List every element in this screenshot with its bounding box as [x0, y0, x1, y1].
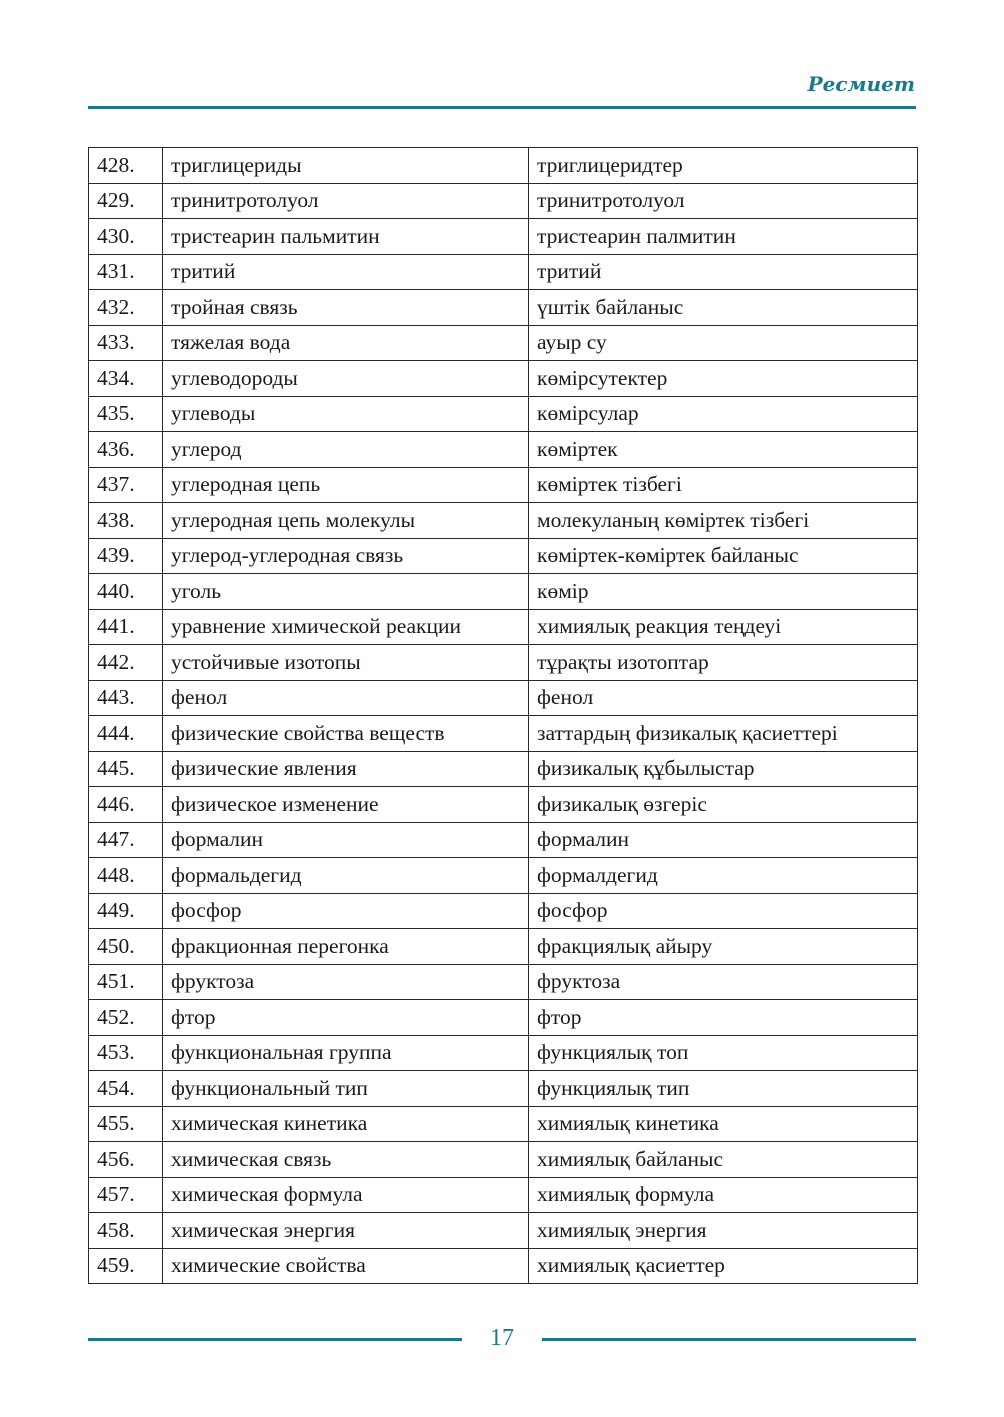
table-row — [89, 680, 918, 716]
table-row — [89, 148, 918, 184]
kazakh-term-cell: үштік байланыс — [529, 290, 918, 326]
kazakh-term-cell: химиялық кинетика — [529, 1106, 918, 1142]
row-number-cell: 442. — [89, 645, 163, 681]
russian-term-cell: углерод-углеродная связь — [163, 538, 529, 574]
kazakh-term-cell: химиялық реакция теңдеуі — [529, 609, 918, 645]
russian-term-cell: уравнение химической реакции — [163, 609, 529, 645]
kazakh-term-cell: формалин — [529, 822, 918, 858]
row-number-cell: 437. — [89, 467, 163, 503]
row-number-cell: 436. — [89, 432, 163, 468]
russian-term-cell: углеродная цепь молекулы — [163, 503, 529, 539]
table-row — [89, 964, 918, 1000]
row-number-cell: 454. — [89, 1071, 163, 1107]
table-row — [89, 893, 918, 929]
row-number-cell: 443. — [89, 680, 163, 716]
kazakh-term-cell: фруктоза — [529, 964, 918, 1000]
table-row — [89, 645, 918, 681]
russian-term-cell: формальдегид — [163, 858, 529, 894]
russian-term-cell: физическое изменение — [163, 787, 529, 823]
table-row — [89, 751, 918, 787]
kazakh-term-cell: формалдегид — [529, 858, 918, 894]
russian-term-cell: химические свойства — [163, 1248, 529, 1284]
row-number-cell: 428. — [89, 148, 163, 184]
kazakh-term-cell: тринитротолуол — [529, 183, 918, 219]
table-row — [89, 432, 918, 468]
table-row — [89, 787, 918, 823]
row-number-cell: 431. — [89, 254, 163, 290]
table-row — [89, 396, 918, 432]
russian-term-cell: тристеарин пальмитин — [163, 219, 529, 255]
kazakh-term-cell: тритий — [529, 254, 918, 290]
kazakh-term-cell: химиялық қасиеттер — [529, 1248, 918, 1284]
kazakh-term-cell: көміртек — [529, 432, 918, 468]
row-number-cell: 444. — [89, 716, 163, 752]
table-row — [89, 503, 918, 539]
table-row — [89, 929, 918, 965]
russian-term-cell: функциональная группа — [163, 1035, 529, 1071]
row-number-cell: 429. — [89, 183, 163, 219]
table-row — [89, 219, 918, 255]
russian-term-cell: тройная связь — [163, 290, 529, 326]
footer-rule-right — [542, 1338, 916, 1341]
table-row — [89, 1213, 918, 1249]
kazakh-term-cell: функциялық топ — [529, 1035, 918, 1071]
table-row — [89, 574, 918, 610]
row-number-cell: 451. — [89, 964, 163, 1000]
table-row — [89, 361, 918, 397]
russian-term-cell: углеводороды — [163, 361, 529, 397]
russian-term-cell: углеродная цепь — [163, 467, 529, 503]
row-number-cell: 455. — [89, 1106, 163, 1142]
kazakh-term-cell: заттардың физикалық қасиеттері — [529, 716, 918, 752]
kazakh-term-cell: тұрақты изотоптар — [529, 645, 918, 681]
kazakh-term-cell: фракциялық айыру — [529, 929, 918, 965]
russian-term-cell: фруктоза — [163, 964, 529, 1000]
table-row — [89, 1106, 918, 1142]
row-number-cell: 453. — [89, 1035, 163, 1071]
table-row — [89, 1071, 918, 1107]
glossary-table-body — [89, 148, 918, 1284]
kazakh-term-cell: көмір — [529, 574, 918, 610]
row-number-cell: 433. — [89, 325, 163, 361]
russian-term-cell: физические свойства веществ — [163, 716, 529, 752]
page-number: 17 — [490, 1325, 514, 1351]
kazakh-term-cell: молекуланың көміртек тізбегі — [529, 503, 918, 539]
row-number-cell: 456. — [89, 1142, 163, 1178]
table-row — [89, 183, 918, 219]
header-rule — [88, 106, 916, 109]
row-number-cell: 457. — [89, 1177, 163, 1213]
row-number-cell: 440. — [89, 574, 163, 610]
row-number-cell: 430. — [89, 219, 163, 255]
row-number-cell: 452. — [89, 1000, 163, 1036]
row-number-cell: 445. — [89, 751, 163, 787]
russian-term-cell: формалин — [163, 822, 529, 858]
table-row — [89, 538, 918, 574]
footer-rule-left — [88, 1338, 462, 1341]
row-number-cell: 439. — [89, 538, 163, 574]
row-number-cell: 441. — [89, 609, 163, 645]
kazakh-term-cell: көмірсулар — [529, 396, 918, 432]
russian-term-cell: триглицериды — [163, 148, 529, 184]
russian-term-cell: химическая связь — [163, 1142, 529, 1178]
table-row — [89, 467, 918, 503]
row-number-cell: 450. — [89, 929, 163, 965]
kazakh-term-cell: көмірсутектер — [529, 361, 918, 397]
table-row — [89, 1248, 918, 1284]
russian-term-cell: уголь — [163, 574, 529, 610]
kazakh-term-cell: функциялық тип — [529, 1071, 918, 1107]
russian-term-cell: химическая энергия — [163, 1213, 529, 1249]
russian-term-cell: тяжелая вода — [163, 325, 529, 361]
table-row — [89, 609, 918, 645]
kazakh-term-cell: ауыр су — [529, 325, 918, 361]
glossary-table — [88, 147, 918, 1284]
row-number-cell: 434. — [89, 361, 163, 397]
row-number-cell: 438. — [89, 503, 163, 539]
kazakh-term-cell: фтор — [529, 1000, 918, 1036]
running-header-title: Ресмиет — [807, 72, 915, 96]
russian-term-cell: физические явления — [163, 751, 529, 787]
russian-term-cell: химическая кинетика — [163, 1106, 529, 1142]
russian-term-cell: углеводы — [163, 396, 529, 432]
kazakh-term-cell: көміртек-көміртек байланыс — [529, 538, 918, 574]
kazakh-term-cell: фосфор — [529, 893, 918, 929]
row-number-cell: 432. — [89, 290, 163, 326]
russian-term-cell: тритий — [163, 254, 529, 290]
table-row — [89, 858, 918, 894]
table-row — [89, 1000, 918, 1036]
table-row — [89, 254, 918, 290]
kazakh-term-cell: химиялық энергия — [529, 1213, 918, 1249]
russian-term-cell: фракционная перегонка — [163, 929, 529, 965]
row-number-cell: 446. — [89, 787, 163, 823]
russian-term-cell: фтор — [163, 1000, 529, 1036]
russian-term-cell: углерод — [163, 432, 529, 468]
kazakh-term-cell: фенол — [529, 680, 918, 716]
russian-term-cell: функциональный тип — [163, 1071, 529, 1107]
russian-term-cell: фенол — [163, 680, 529, 716]
row-number-cell: 435. — [89, 396, 163, 432]
row-number-cell: 458. — [89, 1213, 163, 1249]
table-row — [89, 822, 918, 858]
row-number-cell: 459. — [89, 1248, 163, 1284]
table-row — [89, 716, 918, 752]
table-row — [89, 290, 918, 326]
russian-term-cell: химическая формула — [163, 1177, 529, 1213]
table-row — [89, 1177, 918, 1213]
russian-term-cell: тринитротолуол — [163, 183, 529, 219]
kazakh-term-cell: көміртек тізбегі — [529, 467, 918, 503]
kazakh-term-cell: химиялық формула — [529, 1177, 918, 1213]
table-row — [89, 1142, 918, 1178]
russian-term-cell: фосфор — [163, 893, 529, 929]
kazakh-term-cell: химиялық байланыс — [529, 1142, 918, 1178]
kazakh-term-cell: физикалық құбылыстар — [529, 751, 918, 787]
row-number-cell: 448. — [89, 858, 163, 894]
table-row — [89, 1035, 918, 1071]
table-row — [89, 325, 918, 361]
kazakh-term-cell: тристеарин палмитин — [529, 219, 918, 255]
row-number-cell: 449. — [89, 893, 163, 929]
kazakh-term-cell: триглицеридтер — [529, 148, 918, 184]
russian-term-cell: устойчивые изотопы — [163, 645, 529, 681]
kazakh-term-cell: физикалық өзгеріс — [529, 787, 918, 823]
row-number-cell: 447. — [89, 822, 163, 858]
